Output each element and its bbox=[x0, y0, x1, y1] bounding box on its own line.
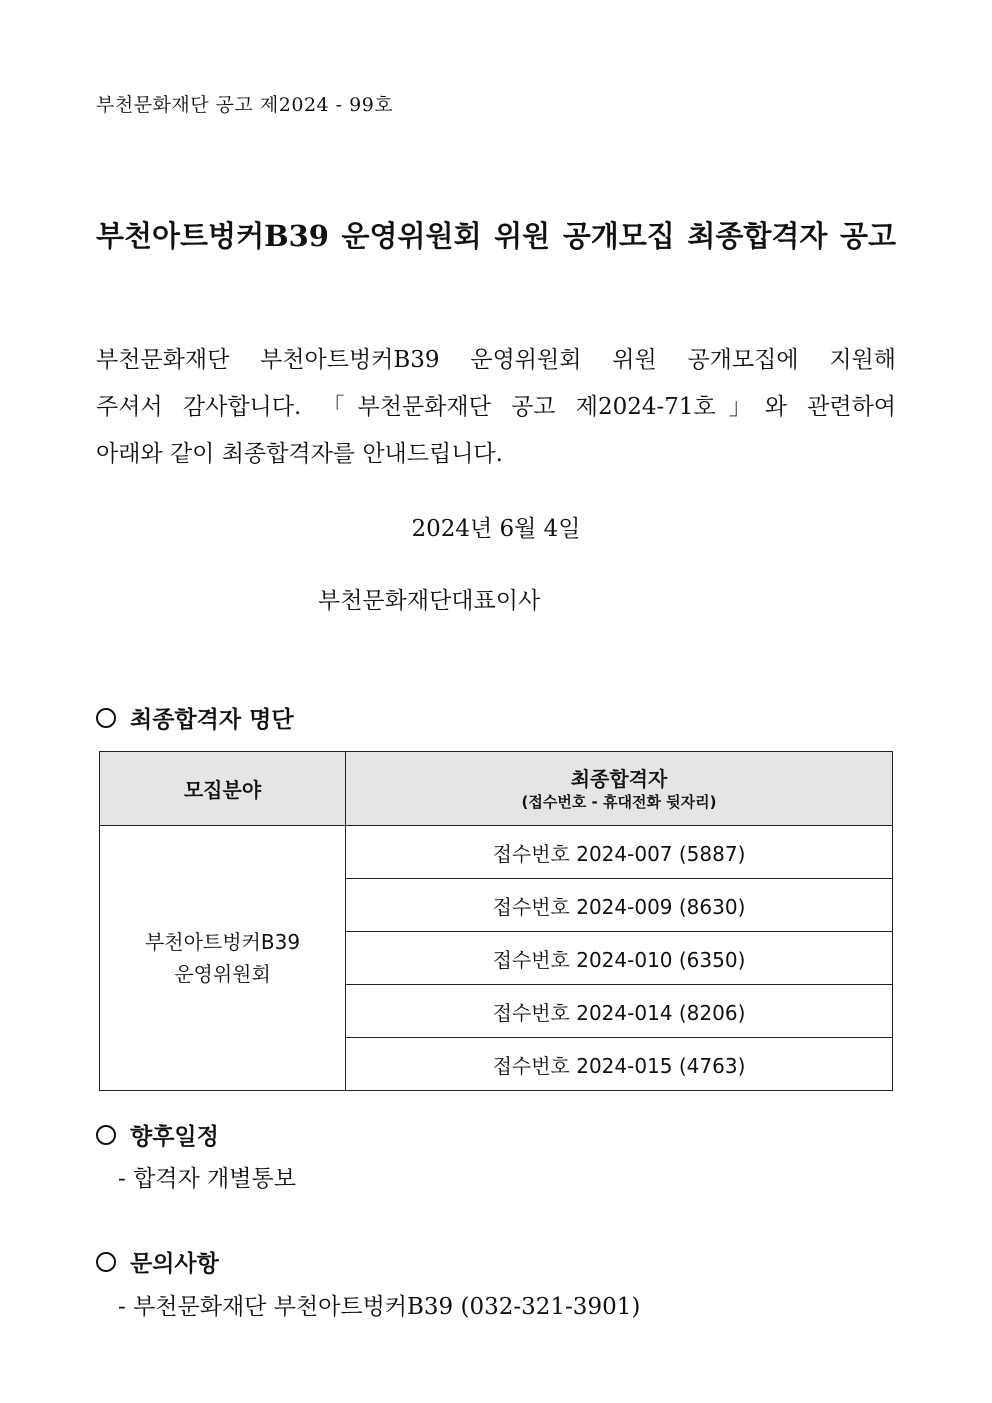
table-row bbox=[100, 826, 893, 879]
section-contact-heading bbox=[96, 1245, 219, 1278]
section-contact-title: 문의사항 bbox=[130, 1250, 219, 1277]
winner-cell: 접수번호 2024-015 (4763) bbox=[346, 1038, 893, 1091]
winner-cell: 접수번호 2024-014 (8206) bbox=[346, 985, 893, 1038]
circle-bullet-icon bbox=[96, 1252, 116, 1272]
winner-cell: 접수번호 2024-010 (6350) bbox=[346, 932, 893, 985]
section-schedule-title: 향후일정 bbox=[130, 1123, 219, 1150]
intro-paragraph bbox=[96, 337, 896, 478]
section-results-title: 최종합격자 명단 bbox=[130, 706, 294, 733]
header-winners-main: 최종합격자 bbox=[570, 766, 668, 791]
field-line-1: 부천아트벙커B39 bbox=[144, 930, 301, 954]
intro-line-3: 아래와 같이 최종합격자를 안내드립니다. bbox=[96, 441, 503, 467]
winner-cell: 접수번호 2024-007 (5887) bbox=[346, 826, 893, 879]
circle-bullet-icon bbox=[96, 708, 116, 728]
circle-bullet-icon bbox=[96, 1125, 116, 1145]
section-results-heading bbox=[96, 701, 294, 734]
intro-line-2: 주셔서 감사합니다. 「부천문화재단 공고 제2024-71호」와 관련하여 bbox=[96, 394, 896, 420]
field-cell bbox=[100, 826, 346, 1091]
issuer-name: 부천문화재단대표이사 bbox=[318, 588, 541, 614]
table-header-row bbox=[100, 752, 893, 826]
field-line-2: 운영위원회 bbox=[174, 962, 271, 986]
winner-cell: 접수번호 2024-009 (8630) bbox=[346, 879, 893, 932]
header-winners bbox=[346, 752, 893, 826]
section-schedule-heading bbox=[96, 1118, 219, 1151]
contact-item: - 부천문화재단 부천아트벙커B39 (032-321-3901) bbox=[118, 1294, 641, 1320]
schedule-item: - 합격자 개별통보 bbox=[118, 1166, 296, 1192]
intro-line-1: 부천문화재단 부천아트벙커B39 운영위원회 위원 공개모집에 지원해 bbox=[96, 347, 896, 373]
notice-number: 부천문화재단 공고 제2024 - 99호 bbox=[96, 94, 394, 116]
notice-date: 2024년 6월 4일 bbox=[411, 516, 581, 542]
document-title: 부천아트벙커B39 운영위원회 위원 공개모집 최종합격자 공고 bbox=[96, 219, 896, 253]
results-table bbox=[99, 751, 893, 1091]
header-field: 모집분야 bbox=[100, 752, 346, 826]
header-winners-sub: (접수번호 - 휴대전화 뒷자리) bbox=[521, 792, 717, 811]
